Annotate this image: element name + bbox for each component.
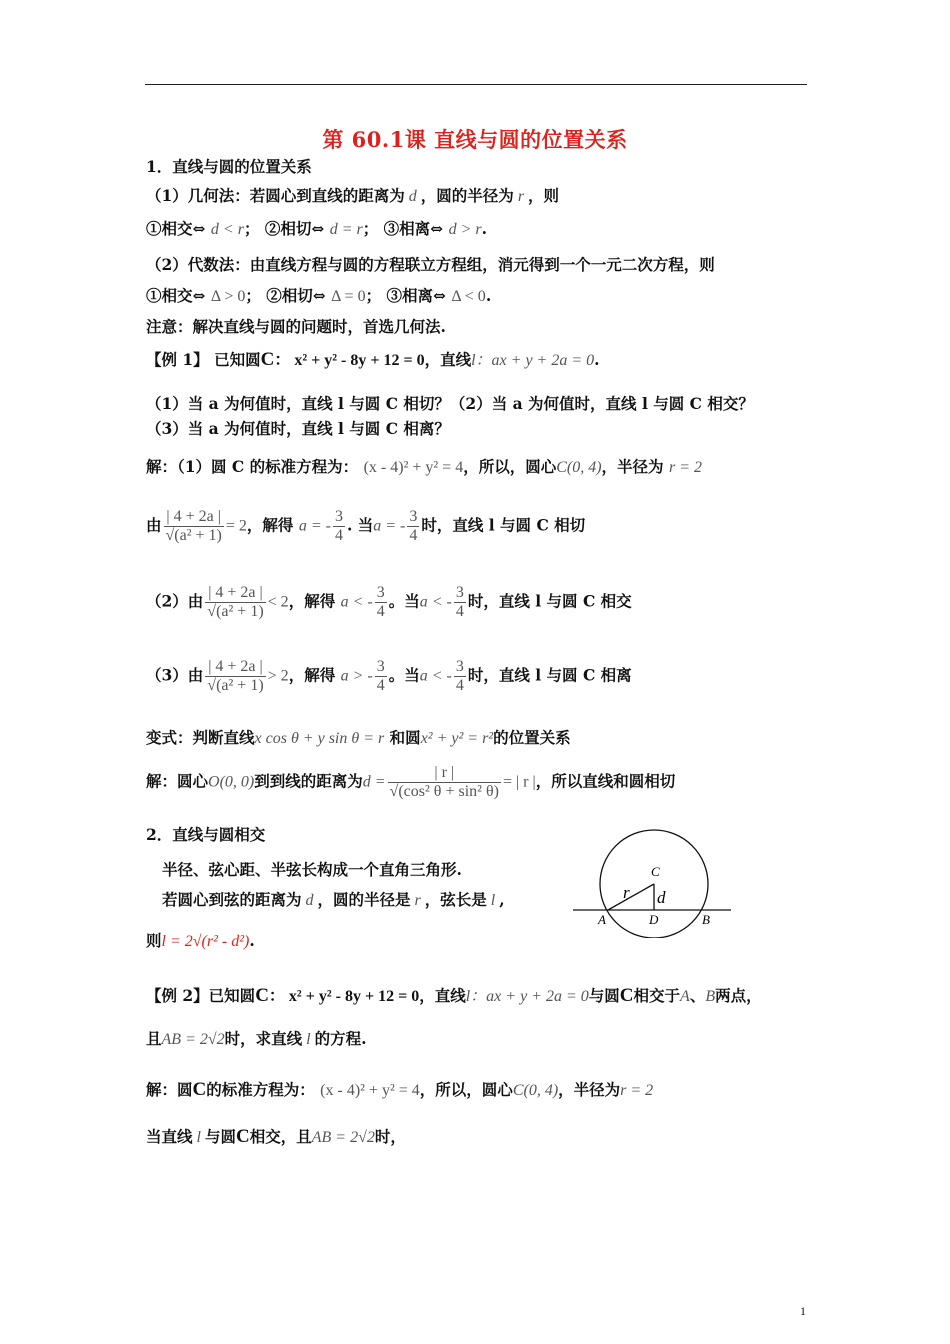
- figure-label-r: r: [623, 883, 630, 902]
- note: 注意：解决直线与圆的问题时，首选几何法.: [146, 317, 446, 336]
- figure-radius: [608, 884, 654, 910]
- page-number: 1: [800, 1304, 806, 1318]
- example1-solution-line1: 解：（1）圆 C 的标准方程为： (x - 4)² + y² = 4，所以，圆心C(0, 4)，半径为 r = 2: [146, 457, 702, 476]
- section2-p1: 半径、弦心距、半弦长构成一个直角三角形.: [162, 860, 462, 879]
- example1-separate: （3）由 $\frac{| 4 + 2a |}{\text{√(a² + 1)}}$ > 2，解得 a > - $\frac{3}{4}$ 。当a < - $\frac{3}{4}$ 时，直线 l 与圆 C 相离: [146, 658, 632, 694]
- figure-label-a: A: [598, 912, 606, 927]
- example2-statement: 【例 2】已知圆C： x² + y² - 8y + 12 = 0，直线l：ax + y + 2a = 0与圆C相交于A、B两点，: [146, 985, 762, 1006]
- header-rule: [145, 84, 807, 85]
- geometric-relations: ①相交⇔ d < r； ②相切⇔ d = r； ③相离⇔ d > r.: [146, 219, 487, 238]
- figure-label-c: C: [651, 864, 660, 879]
- figure-label-d-foot: D: [649, 912, 659, 927]
- geometric-method: （1）几何法：若圆心到直线的距离为 d ，圆的半径为 r ，则: [146, 186, 560, 205]
- algebraic-relations: ①相交⇔ Δ > 0； ②相切⇔ Δ = 0； ③相离⇔ Δ < 0.: [146, 286, 492, 305]
- example2-solution-line2: 当直线 l 与圆C相交，且AB = 2√2时，: [146, 1126, 406, 1147]
- variant-statement: 变式：判断直线x cos θ + y sin θ = r 和圆x² + y² = r²的位置关系: [146, 728, 571, 747]
- example2-condition: 且AB = 2√2时，求直线 l 的方程.: [146, 1029, 367, 1048]
- circle-chord-figure: [565, 826, 740, 938]
- example1-intersect: （2）由 $\frac{| 4 + 2a |}{\text{√(a² + 1)}}$ < 2，解得 a < - $\frac{3}{4}$ 。当a < - $\frac{3}{4}$ 时，直线 l 与圆 C 相交: [146, 584, 632, 620]
- page-title: 第 60.1课 直线与圆的位置关系: [322, 127, 628, 152]
- example1-question1-2: （1）当 a 为何值时，直线 l 与圆 C 相切？（2）当 a 为何值时，直线 l 与圆 C 相交？: [146, 394, 754, 413]
- example2-solution-line1: 解：圆C的标准方程为： (x - 4)² + y² = 4，所以，圆心C(0, 4)，半径为r = 2: [146, 1079, 654, 1100]
- variant-solution: 解：圆心O(0, 0)到到线的距离为d = $\frac{| r |}{\text{√(cos² θ + sin² θ)}}$ = | r |，所以直线和圆相切: [146, 764, 676, 800]
- example1-tangent: 由 $\frac{| 4 + 2a |}{\text{√(a² + 1)}}$ = 2，解得 a = - $\frac{3}{4}$ . 当a = - $\frac{3}{4}$ 时，直线 l 与圆 C 相切: [146, 508, 586, 544]
- section1-heading: 1．直线与圆的位置关系: [146, 157, 312, 176]
- example1-question3: （3）当 a 为何值时，直线 l 与圆 C 相离？: [146, 419, 450, 438]
- section2-p2: 若圆心到弦的距离为 d ，圆的半径是 r ，弦长是 l ,: [162, 890, 505, 909]
- algebraic-method: （2）代数法：由直线方程与圆的方程联立方程组，消元得到一个一元二次方程，则: [146, 255, 715, 274]
- figure-label-d: d: [657, 888, 666, 907]
- example1-statement: 【例 1】 已知圆C： x² + y² - 8y + 12 = 0，直线l：ax + y + 2a = 0.: [146, 349, 600, 370]
- chord-formula: 则l = 2√(r² - d²).: [146, 931, 255, 950]
- section2-heading: 2．直线与圆相交: [146, 825, 266, 844]
- figure-label-b: B: [702, 912, 710, 927]
